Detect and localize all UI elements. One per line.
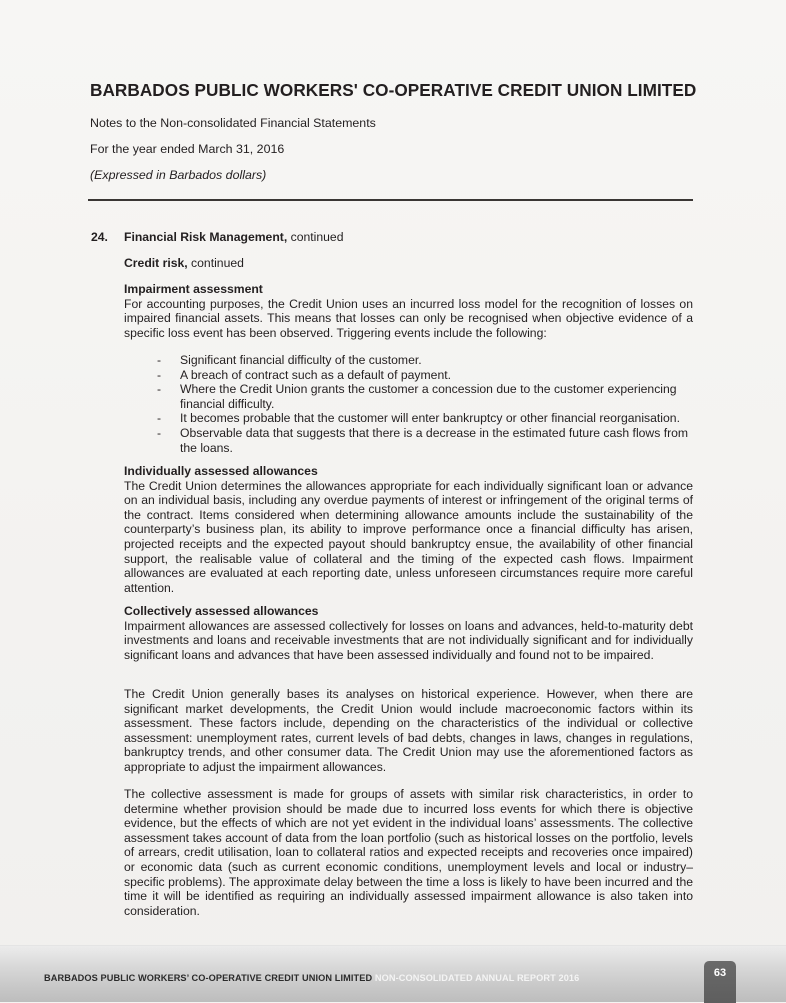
footer-report-title: NON-CONSOLIDATED ANNUAL REPORT 2016 (372, 973, 580, 983)
list-item: - Significant financial difficulty of the customer. (157, 353, 422, 367)
subsection-title (124, 256, 244, 271)
currency-note: (Expressed in Barbados dollars) (90, 168, 267, 182)
organization-title: BARBADOS PUBLIC WORKERS' CO-OPERATIVE CREDIT UNION LIMITED (90, 80, 697, 100)
section-title-continued: continued (287, 230, 344, 244)
bullet-dash: - (157, 353, 162, 367)
section-number: 24. (91, 230, 108, 244)
collective-paragraph-2 (124, 687, 693, 775)
individual-allowances-text: The Credit Union determines the allowances appropriate for each individually significant loan or advance on an individual basis, including any overdue payments of interest or infringement of the original terms of the contract. Items considered when determining allowance amounts include the sustainability of the counterparty’s business plan, its ability to improve performance once a financial difficulty has arisen, projected receipts and the expected payout should bankruptcy ensue, the availability of other financial support, the realisable value of collateral and the timing of the expected cash flows. Impairment allowances are evaluated at each reporting date, unless unforeseen circumstances require more careful attention. (124, 478, 693, 595)
reporting-period: For the year ended March 31, 2016 (90, 142, 285, 156)
section-title (124, 230, 343, 245)
footer-organization: BARBADOS PUBLIC WORKERS’ CO-OPERATIVE CREDIT UNION LIMITED (44, 973, 373, 983)
header-divider (88, 199, 693, 201)
bullet-dash: - (157, 425, 162, 440)
page-header (90, 80, 697, 182)
subsection-title-bold: Credit risk, (124, 256, 188, 270)
page-number-badge: 63 (704, 961, 736, 1003)
page-footer (0, 945, 786, 1002)
collective-paragraph-3 (124, 787, 693, 918)
collective-allowances-text-3: The collective assessment is made for groups of assets with similar risk characteristics, in order to determine whether provision should be made due to incurred loss events for which there is objective evidence, but the effects of which are not yet evident in the individual loans’ assessments. The collective assessment takes account of data from the loan portfolio (such as historical losses on the portfolio, levels of arrears, credit utilisation, loan to collateral ratios and expected receipts and recoveries once impaired) or economic data (such as current economic conditions, unemployment levels and local or industry–specific problems). The approximate delay between the time a loss is likely to have been incurred and the time it will be identified as requiring an individually assessed impairment allowance is also taken into consideration. (124, 787, 693, 918)
statement-subtitle: Notes to the Non-consolidated Financial Statements (90, 116, 376, 130)
list-item: - Where the Credit Union grants the customer a concession due to the customer experiencing financial difficulty. (157, 382, 677, 411)
bullet-dash: - (157, 382, 162, 397)
list-item: - A breach of contract such as a default of payment. (157, 367, 451, 382)
list-item: - Observable data that suggests that there is a decrease in the estimated future cash flows from the loans. (157, 425, 689, 455)
individual-allowances-block (124, 464, 693, 595)
impairment-assessment-text: For accounting purposes, the Credit Union uses an incurred loss model for the recognition of losses on impaired financial assets. This means that losses can only be recognised when objective evidence of a specific loss event has been observed. Triggering events include the following: (124, 296, 693, 340)
subsection-title-continued: continued (187, 256, 244, 270)
footer-caption (44, 973, 579, 983)
list-item: - It becomes probable that the customer will enter bankruptcy or other financial reorganisation. (157, 411, 680, 426)
collective-allowances-heading: Collectively assessed allowances (124, 604, 319, 618)
collective-allowances-text-1: Impairment allowances are assessed collectively for losses on loans and advances, held-to-maturity debt investments and loans and receivable investments that are not individually significant and for individually significant loans and advances that have been assessed individually and found not to be impaired. (124, 618, 693, 662)
impairment-assessment-heading: Impairment assessment (124, 282, 263, 296)
triggering-events-list (124, 353, 693, 455)
collective-allowances-text-2: The Credit Union generally bases its analyses on historical experience. However, when there are significant market developments, the Credit Union would include macroeconomic factors within its assessment. These factors include, depending on the characteristics of the individual or collective assessment: unemployment rates, current levels of bad debts, changes in laws, changes in regulations, bankruptcy trends, and other consumer data. The Credit Union may use the aforementioned factors as appropriate to adjust the impairment allowances. (124, 687, 693, 774)
bullet-dash: - (157, 367, 162, 382)
bullet-dash: - (157, 411, 162, 426)
impairment-assessment-block (124, 282, 693, 340)
collective-allowances-block (124, 604, 693, 662)
section-title-bold: Financial Risk Management, (124, 230, 288, 244)
individual-allowances-heading: Individually assessed allowances (124, 464, 318, 478)
